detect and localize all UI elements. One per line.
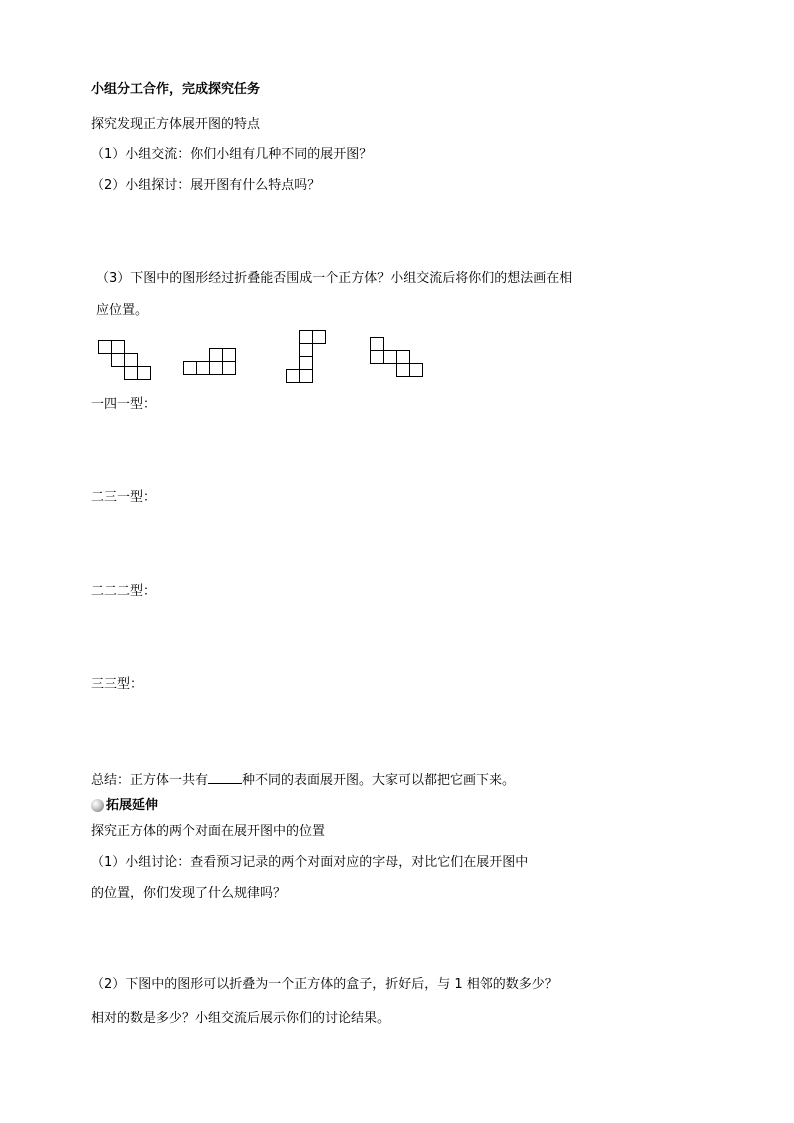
type-141-label: 一四一型：: [91, 397, 157, 412]
cube-net-figure-4: [370, 337, 426, 385]
extension-heading: 拓展延伸: [106, 798, 159, 813]
ext-question-2-line-1: （2）下图中的图形可以折叠为一个正方体的盒子，折好后，与 1 相邻的数多少？: [91, 977, 558, 992]
summary-after: 种不同的表面展开图。大家可以都把它画下来。: [242, 773, 516, 788]
explore2-title: 探究正方体的两个对面在展开图中的位置: [91, 824, 326, 839]
summary-line: [91, 771, 515, 789]
ext-question-1-line-1: （1）小组讨论：查看预习记录的两个对面对应的字母，对比它们在展开图中: [91, 855, 529, 870]
type-222-label: 二二二型：: [91, 584, 157, 599]
question-3-line-2: 应位置。: [96, 303, 149, 318]
question-2: （2）小组探讨：展开图有什么特点吗？: [91, 178, 321, 193]
answer-blank[interactable]: [208, 771, 242, 784]
question-3-line-1: （3）下图中的图形经过折叠能否围成一个正方体？小组交流后将你们的想法画在相: [96, 271, 573, 286]
cube-net-figure-3: [286, 330, 330, 390]
cube-net-figure-2: [183, 348, 239, 382]
summary-before: 总结：正方体一共有: [91, 773, 209, 788]
ext-question-2-line-2: 相对的数是多少？小组交流后展示你们的讨论结果。: [91, 1011, 391, 1026]
explore1-title: 探究发现正方体展开图的特点: [91, 117, 261, 132]
cube-net-figure-1: [98, 340, 154, 386]
sphere-bullet-icon: [91, 799, 104, 812]
type-231-label: 二三一型：: [91, 490, 157, 505]
type-33-label: 三三型：: [91, 677, 144, 692]
question-1: （1）小组交流：你们小组有几种不同的展开图？: [91, 147, 373, 162]
task-heading: 小组分工合作，完成探究任务: [91, 82, 261, 97]
ext-question-1-line-2: 的位置，你们发现了什么规律吗？: [91, 886, 287, 901]
